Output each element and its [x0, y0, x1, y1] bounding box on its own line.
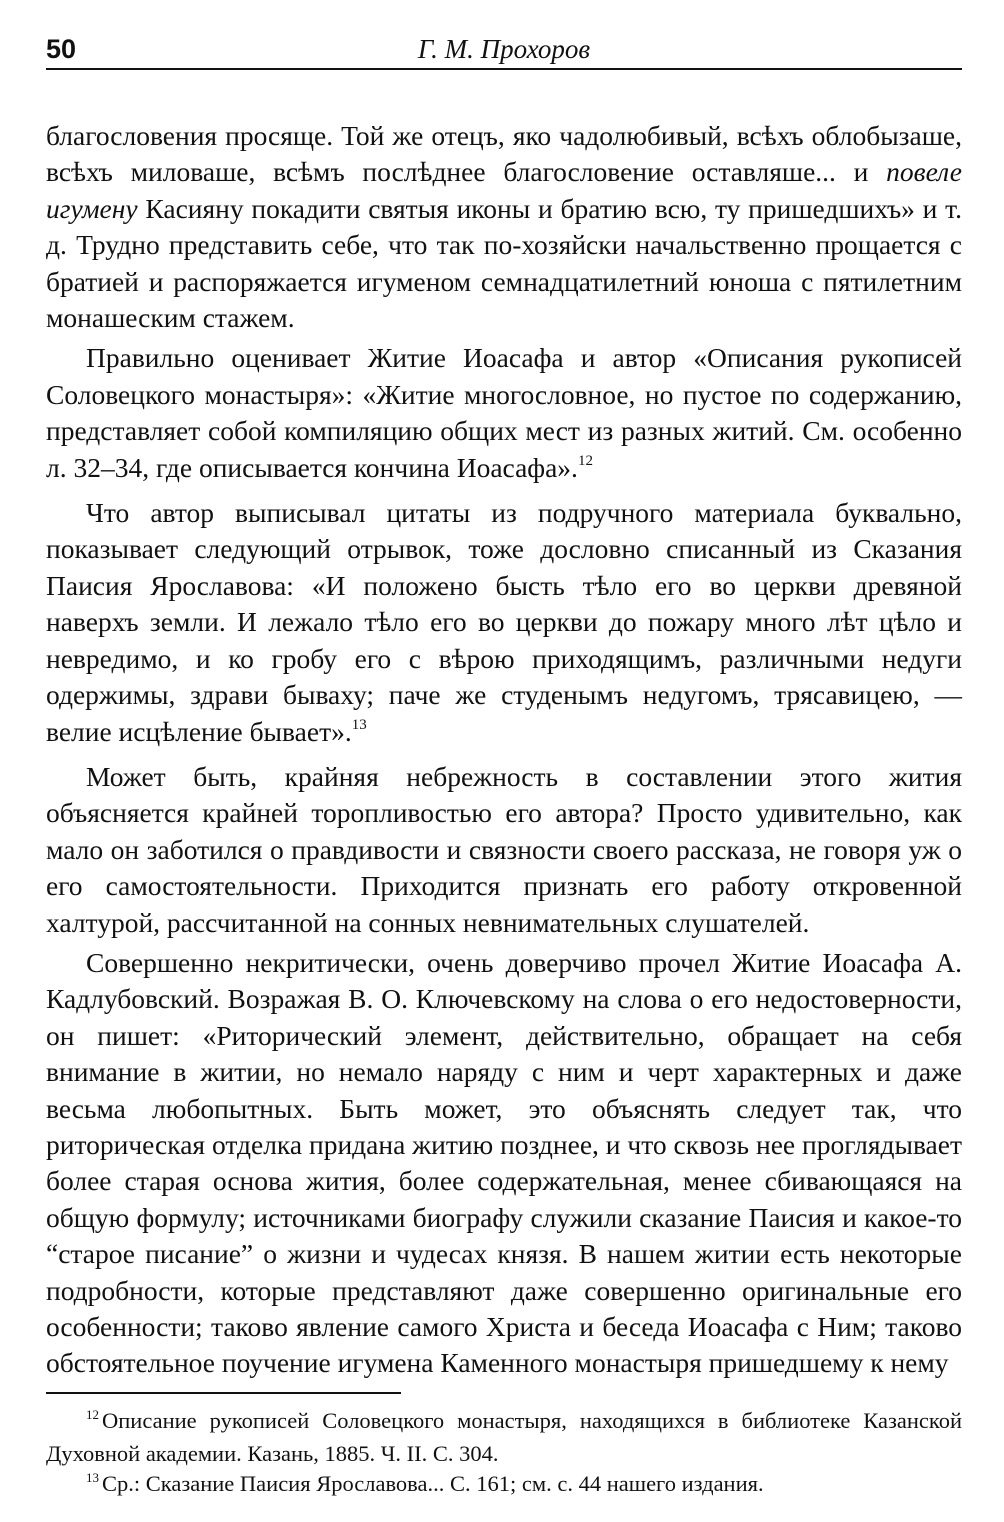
footnote-text: Ср.: Сказание Паисия Ярославова... С. 161; см. с. 44 нашего издания. — [102, 1470, 764, 1496]
paragraph-3 — [46, 495, 962, 755]
paragraph-4 — [46, 759, 962, 941]
paragraph-1-end: Касияну покадити святыя иконы и братию всю, ту пришедшихъ» и т. д. Трудно представить себе, что так по-хозяйски начальственно прощается с братией и распоряжается игуменом семнадцатилетний юноша с пятилетним монашеским стажем. — [46, 192, 962, 334]
footnote-divider — [46, 1392, 401, 1394]
running-title: Г. М. Прохоров — [417, 34, 591, 64]
footnote-number: 13 — [86, 1469, 99, 1485]
paragraph-1 — [46, 118, 962, 336]
footnote-13 — [46, 1469, 962, 1502]
paragraph-5-text: Совершенно некритически, очень доверчиво прочел Житие Иоасафа А. Кадлубовский. Возражая В. О. Ключевскому на слова о его недостоверности, он пишет: «Риторический элемент, действительно, обращает на себя внимание в житии, но немало наряду с ним и черт характерных и даже весьма любопытных. Быть может, это объяснять следует так, что риторическая отделка придана житию позднее, и что сквозь нее проглядывает более старая основа жития, более содержательная, менее сбивающаяся на общую формулу; источниками биографу служили сказание Паисия и какое-то “старое писание” о жизни и чудесах князя. В нашем житии есть некоторые подробности, которые представляют даже совершенно оригинальные его особенности; таково явление самого Христа и беседа Иоасафа с Ним; таково обстоятельное поучение игумена Каменного монастыря пришедшему к нему — [46, 946, 962, 1379]
paragraph-2 — [46, 340, 962, 491]
page-number: 50 — [46, 34, 77, 64]
body-text — [46, 118, 962, 1382]
paragraph-3-text: Что автор выписывал цитаты из подручного материала буквально, показывает следующий отрывок, тоже дословно списанный из Сказания Паисия Ярославова: «И положено бысть тѣло его во церкви древяной наверхъ земли. И лежало тѣло его во церкви до пожару много лѣт цѣло и невредимо, и ко гробу его с вѣрою приходящимъ, различными недуги одержимы, здрави бываху; паче же студенымъ недугомъ, трясавицею, — велие исцѣление бывает». — [46, 497, 962, 747]
footnotes — [46, 1406, 962, 1502]
footnote-text: Описание рукописей Соловецкого монастыря, находящихся в библиотеке Казанской Духовной академии. Казань, 1885. Ч. II. С. 304. — [46, 1407, 962, 1466]
running-head — [46, 24, 962, 70]
paragraph-1-text: благословения просяще. Той же отецъ, яко чадолюбивый, всѣхъ облобызаше, всѣхъ миловаше, всѣмъ послѣднее благословение оставляше... и — [46, 120, 962, 188]
footnote-ref-12: 12 — [577, 452, 593, 469]
paragraph-5 — [46, 945, 962, 1382]
footnote-number: 12 — [86, 1406, 99, 1422]
footnote-ref-13: 13 — [351, 716, 367, 733]
paragraph-1-italic: повеле игумену — [46, 156, 962, 224]
footnote-12 — [46, 1406, 962, 1469]
paragraph-2-text: Правильно оценивает Житие Иоасафа и автор «Описания рукописей Соловецкого монастыря»: «Житие многословное, но пустое по содержанию, представляет собой компиляцию общих мест из разных житий. См. особенно л. 32–34, где описывается кончина Иоасафа». — [46, 342, 962, 483]
book-page — [46, 24, 962, 1502]
paragraph-4-text: Может быть, крайняя небрежность в составлении этого жития объясняется крайней торопливостью его автора? Просто удивительно, как мало он заботился о правдивости и связности своего рассказа, не говоря уж о его самостоятельности. Приходится признать его работу откровенной халтурой, рассчитанной на сонных невнимательных слушателей. — [46, 760, 962, 938]
